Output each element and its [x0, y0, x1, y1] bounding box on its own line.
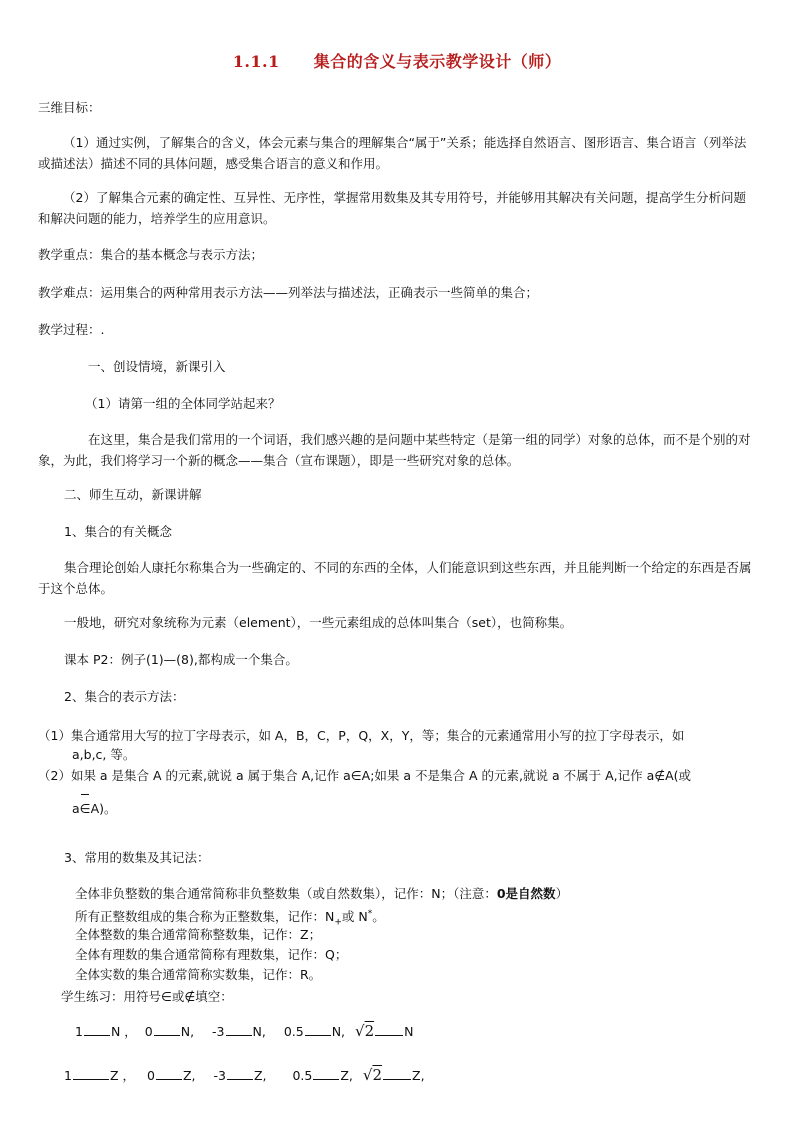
ex-set: N,: [252, 1024, 266, 1039]
representation-item-2: （2）如果 a 是集合 A 的元素,就说 a 属于集合 A,记作 a∈A;如果 a 不是集合 A 的元素,就说 a 不属于 A,记作 a∉A(或: [38, 768, 692, 783]
sqrt-expression: √2: [355, 1022, 375, 1040]
representation-item-2-cont: [72, 800, 117, 818]
in-symbol: ∈: [79, 801, 91, 816]
ex-set: N ，: [110, 1024, 137, 1039]
positive-sub: +: [334, 917, 342, 928]
sqrt-radicand: 2: [372, 1066, 382, 1084]
ex-value: 0.5: [292, 1068, 313, 1083]
section1-paragraph: 在这里，集合是我们常用的一个词语，我们感兴趣的是问题中某些特定（是第一组的同学）对象的总体，而不是个别的对象，为此，我们将学习一个新的概念——集合（宣布课题），即是一些研究对象的总体。: [38, 432, 751, 468]
positive-text: 所有正整数组成的集合称为正整数集，记作：N: [75, 909, 335, 925]
ex-set: N,: [331, 1024, 346, 1039]
page-title: [0, 49, 794, 72]
answer-blank[interactable]: [227, 1067, 253, 1080]
answer-blank[interactable]: [375, 1023, 403, 1036]
representation-item-1: （1）集合通常用大写的拉丁字母表示，如 A，B，C，P，Q，X，Y，等；集合的元素通常用小写的拉丁字母表示，如: [38, 728, 685, 743]
goals-paragraph-1: （1）通过实例，了解集合的含义，体会元素与集合的理解集合“属于”关系；能选择自然语言、图形语言、集合语言（列举法或描述法）描述不同的具体问题，感受集合语言的意义和作用。: [38, 135, 747, 171]
goals-heading: 三维目标：: [38, 100, 101, 115]
section1-heading: 一、创设情境，新课引入: [88, 359, 226, 374]
number-set-real: 全体实数的集合通常简称实数集，记作：R。: [75, 967, 322, 982]
ex-value: 0.5: [283, 1024, 304, 1039]
positive-mid: 或 N: [341, 909, 368, 925]
section1-question: （1）请第一组的全体同学站起来？: [85, 396, 281, 411]
ex-set: N: [404, 1024, 414, 1039]
answer-blank[interactable]: [156, 1067, 182, 1080]
representation-heading: 2、集合的表示方法：: [64, 689, 185, 704]
natural-text: 全体非负整数的集合通常简称非负整数集（或自然数集），记作：N；（注意：: [75, 886, 497, 901]
difficulty: 教学难点：运用集合的两种常用表示方法——列举法与描述法，正确表示一些简单的集合；: [38, 285, 539, 300]
ex-set: Z,: [340, 1068, 353, 1083]
sqrt-radicand: 2: [364, 1022, 375, 1040]
overbar: [81, 794, 89, 795]
ex-value: -3: [213, 1068, 226, 1083]
answer-blank[interactable]: [226, 1023, 252, 1036]
element-a: a: [72, 801, 80, 816]
answer-blank[interactable]: [383, 1067, 411, 1080]
exercise-row-z: [64, 1066, 425, 1085]
key-point: 教学重点：集合的基本概念与表示方法；: [38, 247, 264, 262]
ex-value: -3: [212, 1024, 225, 1039]
number-set-rational: 全体有理数的集合通常简称有理数集，记作：Q；: [75, 947, 348, 962]
ex-set: Z,: [253, 1068, 267, 1083]
natural-note: 0是自然数: [496, 886, 556, 901]
ex-set: N,: [180, 1024, 195, 1039]
natural-end: ）: [555, 886, 569, 901]
answer-blank[interactable]: [154, 1023, 180, 1036]
set-a-close: A)。: [90, 801, 117, 816]
concept-heading: 1、集合的有关概念: [64, 524, 172, 539]
answer-blank[interactable]: [313, 1067, 339, 1080]
answer-blank[interactable]: [305, 1023, 331, 1036]
positive-sup: *: [367, 909, 373, 919]
not-in-symbol: [80, 800, 91, 818]
ex-value: 1: [75, 1024, 83, 1039]
ex-value: 0: [144, 1024, 153, 1039]
title-text: 集合的含义与表示教学设计（师）: [313, 52, 562, 71]
ex-value: 0: [146, 1068, 155, 1083]
practice-heading: 学生练习：用符号∈或∉填空：: [61, 989, 233, 1004]
representation-item-1-cont: a,b,c, 等。: [72, 747, 136, 762]
ex-value: 1: [64, 1068, 72, 1083]
sqrt-expression: √2: [362, 1066, 382, 1084]
number-set-natural: [75, 885, 568, 903]
section2-heading: 二、师生互动，新课讲解: [64, 487, 202, 502]
ex-set: Z ，: [109, 1068, 135, 1083]
answer-blank[interactable]: [73, 1067, 109, 1080]
number-set-integer: 全体整数的集合通常简称整数集，记作：Z；: [75, 927, 322, 942]
title-number: 1.1.1: [232, 52, 280, 71]
process-heading: 教学过程：.: [38, 322, 105, 337]
textbook-reference: 课本 P2：例子(1)—(8),都构成一个集合。: [64, 652, 298, 667]
positive-end: 。: [372, 909, 385, 925]
ex-set: Z,: [182, 1068, 196, 1083]
answer-blank[interactable]: [84, 1023, 110, 1036]
ex-set: Z,: [412, 1068, 425, 1083]
number-sets-heading: 3、常用的数集及其记法：: [64, 850, 210, 865]
concept-paragraph-1: 集合理论创始人康托尔称集合为一些确定的、不同的东西的全体，人们能意识到这些东西，并且能判断一个给定的东西是否属于这个总体。: [38, 560, 752, 596]
exercise-row-n: [75, 1022, 413, 1041]
concept-paragraph-2: 一般地，研究对象统称为元素（element），一些元素组成的总体叫集合（set），也简称集。: [64, 615, 573, 630]
goals-paragraph-2: （2）了解集合元素的确定性、互异性、无序性，掌握常用数集及其专用符号，并能够用其解决有关问题，提高学生分析问题和解决问题的能力，培养学生的应用意识。: [38, 190, 746, 226]
